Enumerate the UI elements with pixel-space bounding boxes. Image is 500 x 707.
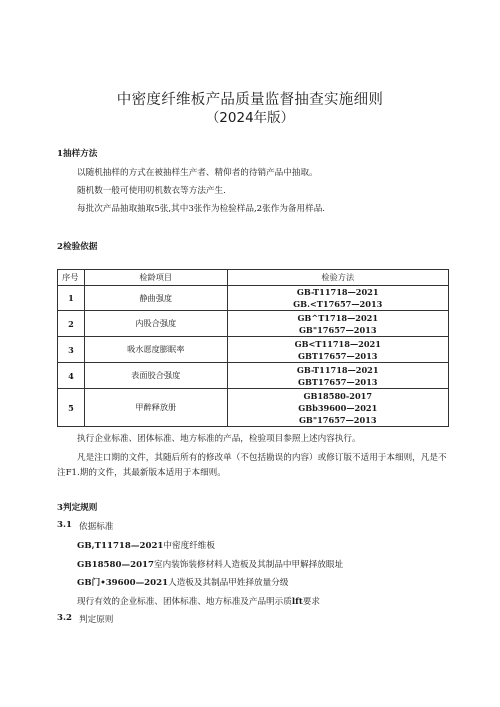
standard-line-2 <box>77 558 343 570</box>
table-row <box>58 363 449 389</box>
inspection-table <box>57 269 449 427</box>
section-1-line-1: 以随机抽样的方式在被抽样生产者、精仰者的待销产品中抽取。 <box>77 168 318 178</box>
table-row <box>58 337 449 363</box>
method-standard: GB^T1718—2021 <box>297 312 379 323</box>
method-standard: GB-T11718—2021 <box>296 287 379 297</box>
document-title: 中密度纤维板产品质量监督抽查实施细则 <box>116 92 384 108</box>
row-number: 3 <box>58 337 85 363</box>
row-item: 吸水愿度膨眠率 <box>84 337 227 363</box>
header-method: 检验方法 <box>227 270 448 286</box>
row-methods <box>227 363 448 389</box>
method-standard: GBT17657—2013 <box>298 376 378 387</box>
standard-line-4 <box>77 595 320 607</box>
document-subtitle: （2024年版） <box>205 110 295 126</box>
section-2-heading: 2检验依据 <box>57 242 98 252</box>
method-standard: GB<T11718—2021 <box>294 338 381 349</box>
standard-line-3 <box>77 576 288 588</box>
section-1-line-3: 每批次产品抽取抽取5张,其中3张作为检验样品,2张作为备用样品. <box>77 204 326 214</box>
row-item: 内股合强度 <box>84 311 227 337</box>
subsection-3-2-number: 3.2 <box>57 613 72 623</box>
standard-text-bold: lft <box>291 597 303 607</box>
table-note-1: 执行企业标准、团体标准、地方标准的产品，检验项目参照上述内容执行。 <box>77 434 361 444</box>
row-number: 4 <box>58 363 85 389</box>
section-1-heading: 1抽样方法 <box>57 149 98 159</box>
table-row <box>58 389 449 427</box>
method-standard: GBT17657—2013 <box>298 350 378 361</box>
row-methods <box>227 286 448 311</box>
section-3-heading: 3判定规则 <box>57 503 98 513</box>
row-item: 甲醉释放册 <box>84 389 227 427</box>
standard-name: 室内装饰装修材料人造板及其制品中甲解择放眼址 <box>154 560 344 570</box>
subsection-3-2-title: 判定原则 <box>79 615 114 625</box>
standard-text-post: 要求 <box>302 597 320 607</box>
header-item: 检龄项目 <box>84 270 227 286</box>
table-note-2a: 凡是注口期的文件，其随后所有的修改单（不包括勘误的内容）或修订版不适用于本细则，凡是不 <box>77 453 447 463</box>
row-item: 静曲强度 <box>84 286 227 311</box>
subsection-3-1-number: 3.1 <box>57 520 72 530</box>
method-standard: GBb39600—2021 <box>298 402 378 413</box>
row-item: 表面胶合强度 <box>84 363 227 389</box>
table-header-row <box>58 270 449 286</box>
method-standard: GB"17657—2013 <box>298 324 377 335</box>
standard-code: GB,T11718—2021 <box>77 541 164 551</box>
standard-text-pre: 现行有效的企业标准、团体标准、地方标准及产品明示质 <box>77 597 292 607</box>
table-note-2b: 注F1.期的文件，其最新版本适用于本细则。 <box>57 468 226 478</box>
table-row <box>58 311 449 337</box>
row-number: 2 <box>58 311 85 337</box>
row-methods <box>227 337 448 363</box>
table-row <box>58 286 449 311</box>
standard-name: 中密度纤维板 <box>163 541 215 551</box>
section-1-line-2: 随机数一般可使用叨机数衣等方法产生. <box>77 186 226 196</box>
row-number: 5 <box>58 389 85 427</box>
method-standard: GB"17657—2013 <box>298 414 377 425</box>
subsection-3-1-title: 依据标准 <box>79 522 114 532</box>
row-number: 1 <box>58 286 85 311</box>
header-seq: 序号 <box>58 270 85 286</box>
standard-line-1 <box>77 539 215 551</box>
standard-code: GB18580—2017 <box>77 560 155 570</box>
standard-code: GB门•39600—2021 <box>77 578 169 588</box>
method-standard: GB.<T17657—2013 <box>293 299 383 309</box>
standard-name: 人造板及其制品甲姓择放量分级 <box>168 578 289 588</box>
method-standard: GB-T11718—2021 <box>296 364 379 375</box>
method-standard: GB18580-2017 <box>303 390 373 401</box>
row-methods <box>227 311 448 337</box>
row-methods <box>227 389 448 427</box>
